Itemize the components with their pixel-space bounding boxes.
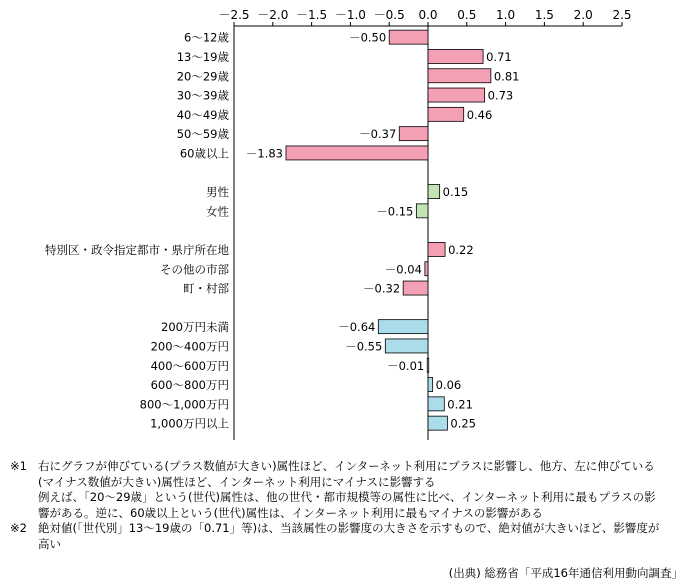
bar (428, 49, 483, 63)
footnote-1-mark: ※1 (10, 459, 27, 473)
footnotes (10, 459, 686, 552)
footnote-2 (10, 521, 686, 552)
footnote-1-line-3: 例えば、「20～29歳」という(世代)属性は、他の世代・都市規模等の属性に比べ、インターネット利用に最もプラスの影 (38, 490, 656, 504)
bar (428, 397, 444, 411)
data-label: 0.22 (448, 242, 474, 257)
data-label: 0.25 (450, 416, 477, 431)
x-tick-label: －0.5 (373, 8, 405, 22)
data-label: 0.15 (442, 185, 469, 200)
category-label: 200～400万円 (150, 339, 229, 354)
footnote-1-line-2: (マイナス数値が大きい)属性ほど、インターネット利用にマイナスに影響する (38, 474, 436, 489)
bar (286, 146, 428, 160)
x-tick-label: －2.0 (257, 8, 289, 22)
bar (428, 69, 491, 83)
x-tick-label: 0.5 (457, 8, 477, 22)
category-label: 女性 (206, 204, 229, 219)
category-label: 特別区・政令指定都市・県庁所在地 (45, 242, 229, 257)
footnote-2-mark: ※2 (10, 521, 27, 535)
data-label: 0.73 (487, 88, 514, 103)
category-label: 200万円未満 (161, 320, 229, 335)
x-tick-label: －1.5 (296, 8, 328, 22)
bar (378, 320, 428, 334)
x-tick-label: 1.0 (496, 8, 516, 22)
category-labels (45, 31, 229, 431)
bar (389, 30, 428, 44)
category-label: 男性 (206, 185, 229, 200)
data-label: 0.21 (447, 397, 473, 412)
category-label: 800～1,000万円 (139, 397, 229, 412)
category-label: 50～59歳 (176, 127, 229, 142)
data-label: 0.46 (466, 107, 493, 122)
data-label: 0.81 (493, 69, 520, 84)
x-tick-label: －1.0 (334, 8, 366, 22)
data-label: －0.15 (376, 204, 414, 219)
x-tick-label: 2.0 (573, 8, 593, 22)
bar (428, 416, 447, 430)
x-tick-label: 1.5 (534, 8, 554, 22)
bar (403, 281, 428, 295)
data-label: －0.01 (387, 358, 425, 373)
bar (428, 88, 485, 102)
bar (416, 204, 428, 218)
category-label: 600～800万円 (150, 378, 229, 393)
data-label: 0.71 (486, 49, 512, 64)
category-label: 60歳以上 (179, 146, 229, 161)
data-label: －0.50 (349, 30, 387, 45)
footnote-2-line-2: 高い (38, 536, 61, 551)
x-tick-label: 0.0 (418, 8, 438, 22)
category-label: 6～12歳 (184, 30, 229, 45)
bar (428, 378, 433, 392)
footnote-2-line-1: 絶対値(「世代別」13～19歳の「0.71」等)は、当該属性の影響度の大きさを示すもので、絶対値が大きいほど、影響度が (38, 521, 660, 535)
category-label: 30～39歳 (176, 88, 229, 103)
data-label: －1.83 (245, 146, 283, 161)
bar (399, 127, 428, 141)
bar (428, 242, 445, 256)
bar (385, 339, 428, 353)
x-tick-label: －2.5 (218, 8, 250, 22)
data-label: －0.37 (359, 127, 397, 142)
footnote-1-line-1: 右にグラフが伸びている(プラス数値が大きい)属性ほど、インターネット利用にプラスに影響し、他方、左に伸びている (38, 459, 655, 473)
x-axis (218, 8, 631, 440)
data-label: －0.64 (338, 320, 376, 335)
category-label: 13～19歳 (176, 49, 229, 64)
category-label: 400～600万円 (150, 358, 229, 373)
data-label: －0.32 (363, 281, 401, 296)
source-citation: (出典) 総務省「平成16年通信利用動向調査」 (448, 566, 683, 580)
footnote-1 (10, 459, 686, 521)
category-label: 町・村部 (183, 281, 229, 296)
category-label: その他の市部 (160, 262, 229, 277)
footnote-1-line-4: 響がある。逆に、60歳以上という(世代)属性は、インターネット利用に最もマイナスの影響がある (38, 505, 543, 520)
bar (427, 358, 429, 372)
bar (428, 107, 464, 121)
bar (428, 185, 440, 199)
category-label: 40～49歳 (176, 107, 229, 122)
category-label: 20～29歳 (176, 69, 229, 84)
data-label: －0.04 (384, 262, 422, 277)
x-tick-label: 2.5 (612, 8, 632, 22)
data-label: 0.06 (435, 378, 462, 393)
data-label: －0.55 (345, 339, 383, 354)
category-label: 1,000万円以上 (150, 416, 229, 431)
bar (425, 262, 428, 276)
